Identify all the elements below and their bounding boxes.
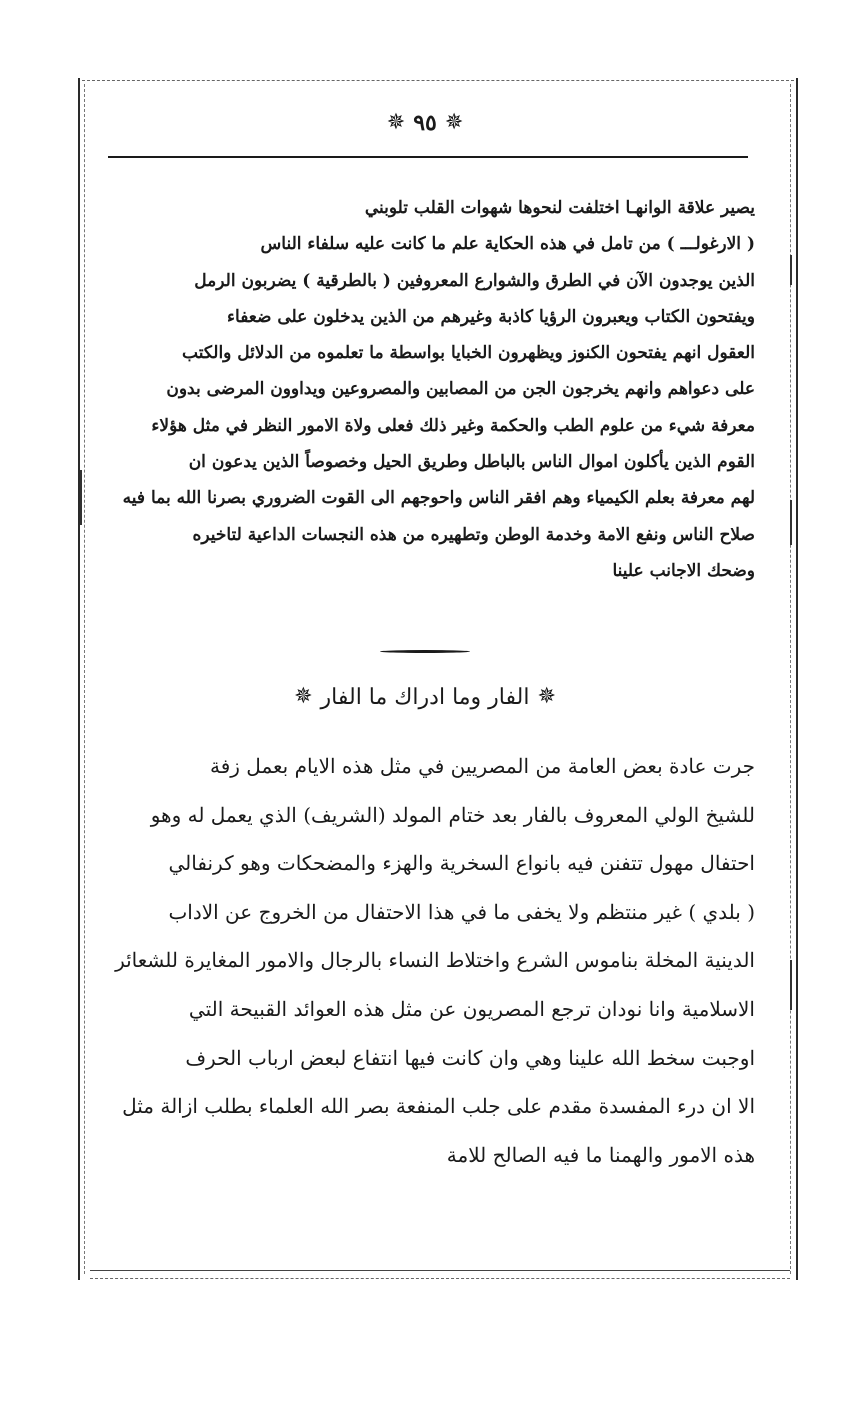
text-line: ( الارغولـــ ) من تامل في هذه الحكاية علم ما كانت عليه سلفاء الناس — [260, 234, 755, 255]
ornament-icon: ✵ — [537, 684, 556, 709]
text-line: وضحك الاجانب علينا — [612, 560, 755, 581]
page-border-bottom-dashed — [90, 1278, 790, 1279]
text-line: معرفة شيء من علوم الطب والحكمة وغير ذلك فعلى ولاة الامور النظر في مثل هؤلاء — [151, 415, 755, 436]
text-line: القوم الذين يأكلون اموال الناس بالباطل وطريق الحيل وخصوصاً الذين يدعون ان — [188, 452, 755, 473]
text-line: هذه الامور والهمنا ما فيه الصالح للامة — [446, 1142, 755, 1167]
text-line: يصير علاقة الوانهـا اختلفت لنحوها شهوات القلب تلوبني — [364, 198, 755, 218]
header-rule — [108, 156, 748, 158]
text-line: على دعواهم وانهم يخرجون الجن من المصابين والمصروعين ويداوون المرضى بدون — [166, 379, 755, 400]
ornament-icon: ✵ — [294, 684, 313, 709]
margin-mark — [790, 255, 792, 285]
text-line: صلاح الناس ونفع الامة وخدمة الوطن وتطهيره من هذه النجسات الداعية لتاخيره — [192, 524, 755, 545]
section-heading — [200, 675, 650, 719]
page-number-header — [350, 103, 500, 143]
text-line: اوجبت سخط الله علينا وهي وان كانت فيها انتفاع لبعض ارباب الحرف — [185, 1045, 755, 1070]
ornament-icon: ✵ — [444, 110, 464, 135]
page-border-bottom — [90, 1270, 790, 1271]
divider-rule — [380, 650, 470, 653]
margin-mark — [790, 500, 792, 545]
text-line: الذين يوجدون الآن في الطرق والشوارع المعروفين ( بالطرقية ) يضربون الرمل — [194, 270, 755, 291]
text-line: جرت عادة بعض العامة من المصريين في مثل هذه الايام بعمل زفة — [210, 754, 755, 778]
text-line: لهم معرفة بعلم الكيمياء وهم افقر الناس واحوجهم الى القوت الضروري بصرنا الله بما فيه — [122, 488, 755, 509]
page-border-inner-left — [84, 84, 85, 1274]
text-line: الاسلامية وانا نودان ترجع المصريون عن مثل هذه العوائد القبيحة التي — [188, 996, 755, 1021]
article-body — [100, 742, 755, 1179]
text-line: احتفال مهول تتفنن فيه بانواع السخرية والهزء والمضحكات وهو كرنفالي — [168, 851, 755, 876]
page-border-top — [82, 80, 794, 81]
text-line: ( بلدي ) غير منتظم ولا يخفى ما في هذا الاحتفال من الخروج عن الاداب — [168, 899, 755, 924]
text-line: الدينية المخلة بناموس الشرع واختلاط النساء بالرجال والامور المغايرة للشعائر — [115, 948, 755, 973]
page-number: ٩٥ — [413, 110, 437, 136]
margin-mark — [80, 470, 82, 525]
text-line: الا ان درء المفسدة مقدم على جلب المنفعة بصر الله العلماء بطلب ازالة مثل — [122, 1094, 755, 1119]
ornament-icon: ✵ — [386, 110, 406, 135]
section-title: الفار وما ادراك ما الفار — [320, 684, 530, 710]
text-line: ويفتحون الكتاب ويعبرون الرؤيا كاذبة وغيرهم من الذين يدخلون على ضعفاء — [227, 306, 755, 327]
text-line: للشيخ الولي المعروف بالفار بعد ختام المولد (الشريف) الذي يعمل له وهو — [150, 802, 755, 827]
article-continuation — [100, 190, 755, 589]
margin-mark — [790, 960, 792, 1010]
text-line: العقول انهم يفتحون الكنوز ويظهرون الخبايا بواسطة ما تعلموه من الدلائل والكتب — [182, 343, 755, 364]
section-divider — [380, 648, 470, 654]
